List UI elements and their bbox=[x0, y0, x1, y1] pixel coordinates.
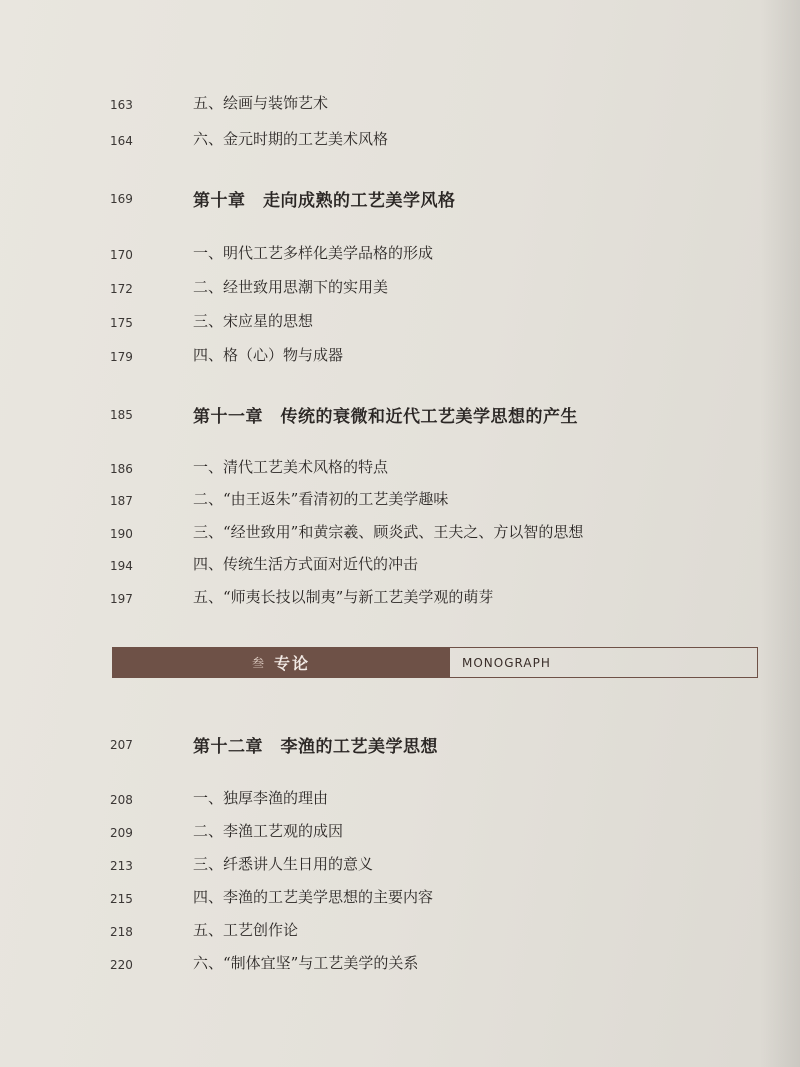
toc-entry bbox=[0, 240, 800, 270]
page-number: 185 bbox=[110, 408, 133, 422]
toc-entry bbox=[0, 884, 800, 914]
chapter-title: 第十章 走向成熟的工艺美学风格 bbox=[193, 191, 456, 211]
toc-chapter bbox=[0, 400, 800, 430]
entry-title: 四、李渔的工艺美学思想的主要内容 bbox=[193, 888, 434, 906]
entry-title: 三、纤悉讲人生日用的意义 bbox=[193, 855, 374, 873]
toc-entry bbox=[0, 551, 800, 581]
entry-title: 一、清代工艺美术风格的特点 bbox=[193, 458, 389, 476]
page-number: 179 bbox=[110, 350, 133, 364]
entry-title: 一、独厚李渔的理由 bbox=[193, 789, 329, 807]
page-number: 190 bbox=[110, 527, 133, 541]
entry-title: 一、明代工艺多样化美学品格的形成 bbox=[193, 244, 434, 262]
entry-title: 二、经世致用思潮下的实用美 bbox=[193, 278, 389, 296]
toc-chapter bbox=[0, 184, 800, 214]
toc-entry bbox=[0, 454, 800, 484]
page-number: 220 bbox=[110, 958, 133, 972]
entry-title: 二、李渔工艺观的成因 bbox=[193, 822, 344, 840]
page-number: 172 bbox=[110, 282, 133, 296]
page-number: 187 bbox=[110, 494, 133, 508]
toc-entry bbox=[0, 950, 800, 980]
page-number: 163 bbox=[110, 98, 133, 112]
entry-title: 二、“由王返朱”看清初的工艺美学趣味 bbox=[193, 490, 449, 508]
page-number: 215 bbox=[110, 892, 133, 906]
toc-chapter bbox=[0, 730, 800, 760]
part-number-mark: 叁 bbox=[251, 656, 264, 670]
toc-entry bbox=[0, 90, 800, 120]
page-number: 169 bbox=[110, 192, 133, 206]
page-number: 164 bbox=[110, 134, 133, 148]
entry-title: 三、“经世致用”和黄宗羲、顾炎武、王夫之、方以智的思想 bbox=[193, 523, 584, 541]
entry-title: 五、“师夷长技以制夷”与新工艺美学观的萌芽 bbox=[193, 588, 494, 606]
entry-title: 四、格（心）物与成器 bbox=[193, 346, 344, 364]
part-band-monograph bbox=[112, 647, 758, 678]
part-title: 专论 bbox=[274, 654, 311, 673]
toc-entry bbox=[0, 818, 800, 848]
entry-title: 四、传统生活方式面对近代的冲击 bbox=[193, 555, 419, 573]
page-number: 208 bbox=[110, 793, 133, 807]
page-number: 197 bbox=[110, 592, 133, 606]
entry-title: 六、金元时期的工艺美术风格 bbox=[193, 130, 389, 148]
chapter-title: 第十一章 传统的衰微和近代工艺美学思想的产生 bbox=[193, 407, 578, 427]
part-english-title: MONOGRAPH bbox=[462, 655, 551, 670]
toc-entry bbox=[0, 785, 800, 815]
toc-entry bbox=[0, 917, 800, 947]
page-number: 175 bbox=[110, 316, 133, 330]
entry-title: 六、“制体宜坚”与工艺美学的关系 bbox=[193, 954, 419, 972]
part-band-english bbox=[450, 647, 758, 678]
page-number: 207 bbox=[110, 738, 133, 752]
toc-entry bbox=[0, 486, 800, 516]
entry-title: 五、绘画与装饰艺术 bbox=[193, 94, 329, 112]
toc-entry bbox=[0, 851, 800, 881]
entry-title: 三、宋应星的思想 bbox=[193, 312, 314, 330]
toc-entry bbox=[0, 342, 800, 372]
page-number: 218 bbox=[110, 925, 133, 939]
page-number: 209 bbox=[110, 826, 133, 840]
toc-entry bbox=[0, 584, 800, 614]
page-number: 194 bbox=[110, 559, 133, 573]
page-number: 170 bbox=[110, 248, 133, 262]
toc-entry bbox=[0, 519, 800, 549]
toc-entry bbox=[0, 274, 800, 304]
chapter-title: 第十二章 李渔的工艺美学思想 bbox=[193, 737, 438, 757]
page-number: 213 bbox=[110, 859, 133, 873]
toc-entry bbox=[0, 126, 800, 156]
part-band-label bbox=[112, 647, 450, 678]
entry-title: 五、工艺创作论 bbox=[193, 921, 299, 939]
page-number: 186 bbox=[110, 462, 133, 476]
toc-entry bbox=[0, 308, 800, 338]
